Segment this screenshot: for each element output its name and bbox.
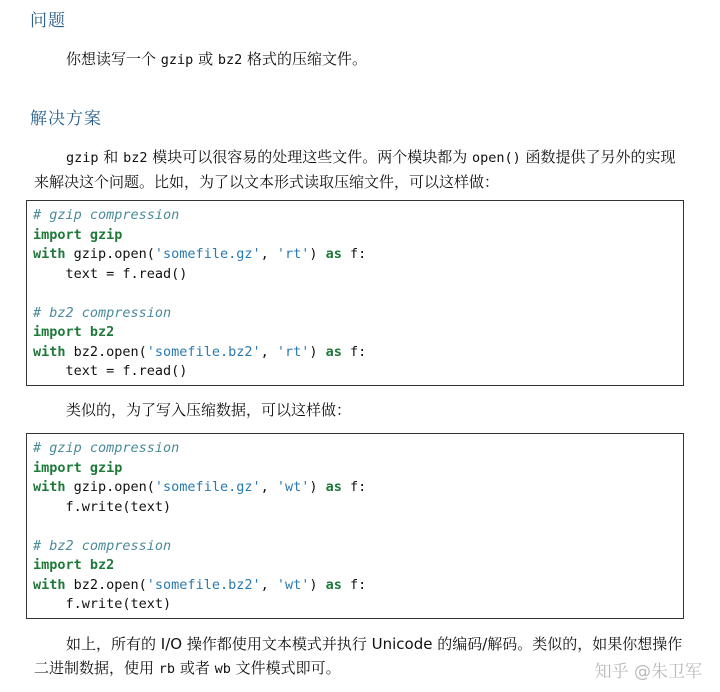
code-comment: # bz2 compression — [33, 304, 172, 321]
code-block-read — [26, 200, 684, 386]
solution-text: gzip 和 bz2 模块可以很容易的处理这些文件。两个模块都为 open() 函数提供了另外的实现来解决这个问题。比如，为了以文本形式读取压缩文件，可以这样做： — [34, 148, 676, 191]
code-line: import gzip — [33, 459, 123, 476]
code-line: with bz2.open('somefile.bz2', 'rt') as f: — [33, 343, 367, 360]
problem-text: 你想读写一个 gzip 或 bz2 格式的压缩文件。 — [66, 50, 368, 68]
code-line: with bz2.open('somefile.bz2', 'wt') as f: — [33, 576, 367, 593]
code-line: import bz2 — [33, 557, 115, 573]
problem-heading: 问题 — [30, 11, 66, 31]
code-comment: # gzip compression — [33, 207, 180, 223]
code-line: with gzip.open('somefile.gz', 'rt') as f: — [33, 246, 367, 262]
code-line: f.write(text) — [33, 596, 172, 612]
watermark: 知乎 @朱卫军 — [594, 662, 702, 682]
code-blank-line — [33, 284, 683, 304]
code-line: f.write(text) — [33, 498, 172, 515]
code-line: with gzip.open('somefile.gz', 'wt') as f: — [33, 479, 367, 495]
solution-heading: 解决方案 — [30, 109, 102, 129]
code-line: import bz2 — [33, 324, 115, 340]
write-intro-text: 类似的，为了写入压缩数据，可以这样做： — [66, 401, 352, 419]
code-comment: # gzip compression — [33, 440, 180, 456]
code-block-write — [26, 433, 684, 619]
closing-text: 如上，所有的 I/O 操作都使用文本模式并执行 Unicode 的编码/解码。类似的，如果你想操作二进制数据，使用 rb 或者 wb 文件模式即可。 — [34, 635, 683, 677]
code-line: import gzip — [33, 226, 123, 243]
code-line: text = f.read() — [33, 363, 188, 379]
code-comment: # bz2 compression — [33, 537, 172, 554]
code-line: text = f.read() — [33, 265, 188, 282]
code-blank-line — [33, 517, 683, 537]
